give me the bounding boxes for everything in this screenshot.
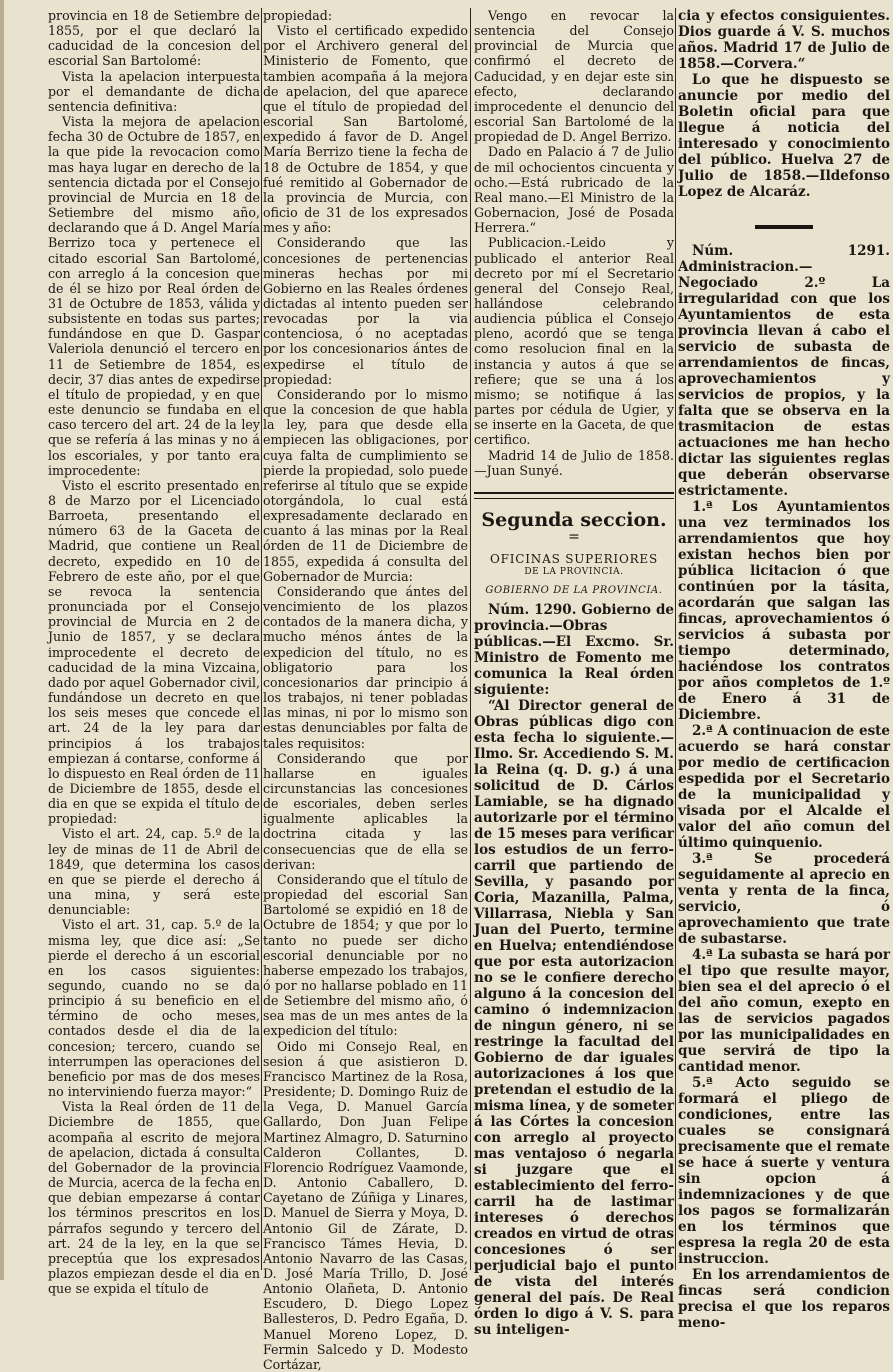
government-heading: GOBIERNO DE LA PROVINCIA. <box>485 584 663 596</box>
section-mark: = <box>568 528 580 545</box>
paragraph: 5.ª Acto seguido se formará el pliego de condiciones, entre las cuales se consignará precisamente que el remate se hace á suerte y ventura sin opcion á indemnizaciones y de que los pagos se formalizarán en los términos que espresa la regla 20 de esta instruccion. <box>678 1075 890 1267</box>
paragraph: 3.ª Se procederá seguidamente al aprecio en venta y renta de la finca, servicio, ó aprovechamiento que trate de subastarse. <box>678 851 890 947</box>
paragraph: 4.ª La subasta se hará por el tipo que resulte mayor, bien sea el del aprecio ó el del año comun, exepto en las de servicios pagados por las municipalidades en que servirá de tipo la cantidad menor. <box>678 947 890 1075</box>
province-subheading: DE LA PROVINCIA. <box>524 566 624 577</box>
column-1 <box>48 8 260 1297</box>
paragraph: Publicacion.-Leido y publicado el anterior Real decreto por mí el Secretario general del Consejo Real, hallándose celebrando audiencia pública el Consejo pleno, acordó que se tenga como resolucion final en la instancia y autos á que se refiere; que se una á los mismo; se notifique á las partes por cédula de Ugier, y se inserte en la Gaceta, de que certifico. <box>474 235 674 448</box>
paragraph: Considerando que las concesiones de pertenencias mineras hechas por mi Gobierno en las Reales órdenes dictadas al intento pueden ser revocadas por la via contenciosa, ó no aceptadas por los concesionarios ántes de expedirse el título de propiedad: <box>263 235 468 387</box>
column-2 <box>263 8 468 1372</box>
paragraph: provincia en 18 de Setiembre de 1855, por el que declaró la caducidad de la concesion del escorial San Bartolomé: <box>48 8 260 69</box>
section-divider <box>474 492 674 499</box>
paragraph: Núm. 1291. Administracion.—Negociado 2.º La irregularidad con que los Ayuntamientos de esta provincia llevan á cabo el servicio de subasta de arrendamientos de fincas, aprovechamientos y servicios de propios, y la falta que se observa en la trasmitacion de estas actuaciones me han hecho dictar las siguientes reglas que deberán observarse estrictamente. <box>678 243 890 499</box>
paragraph: Vengo en revocar la sentencia del Consejo provincial de Murcia que confirmó el decreto de Caducidad, y en dejar este sin efecto, declarando improcedente el denuncio del escorial San Bartolomé de la propiedad de D. Angel Berrizo. <box>474 8 674 145</box>
separator-dash <box>678 214 890 233</box>
column-4 <box>678 8 890 1331</box>
offices-heading: OFICINAS SUPERIORES <box>489 551 659 566</box>
paragraph: 2.ª A continuacion de este acuerdo se hará constar por medio de certificacion espedida por el Secretario de la municipalidad y visada por el Alcalde el valor del año comun del último quinquenio. <box>678 723 890 851</box>
paragraph: Vista la Real órden de 11 de Diciembre de 1855, que acompaña al escrito de mejora de apelacion, dictada á consulta del Gobernador de la provincia de Murcia, acerca de la fecha en que debian empezarse á contar los términos prescritos en los párrafos segundo y tercero del art. 24 de la ley, en la que se preceptúa que los expresados plazos empiezan desde el dia en que se expida el título de <box>48 1099 260 1297</box>
column-divider <box>470 8 471 1270</box>
paragraph: Considerando que por hallarse en iguales circunstancias las concesiones de escoriales, deben serles igualmente aplicables la doctrina citada y las consecuencias que de ella se derivan: <box>263 750 468 872</box>
paragraph: Visto el escrito presentado en 8 de Marzo por el Licenciado Barroeta, presentando el número 63 de la Gaceta de Madrid, que contiene un Real decreto, expedido en 10 de Febrero de este año, por el que se revoca la sentencia pronunciada por el Consejo provincial de Murcia en 2 de Junio de 1857, y se declara improcedente el decreto de caducidad de la mina Vizcaina, dado por aquel Gobernador civil, fundándose un decreto en que los seis meses que concede el art. 24 de la ley para dar principios á los trabajos empiezan á contarse, conforme á lo dispuesto en Real órden de 11 de Diciembre de 1855, desde el dia en que se expida el título de propiedad: <box>48 477 260 827</box>
page-edge-left <box>0 0 4 1280</box>
paragraph: Visto el art. 31, cap. 5.º de la misma ley, que dice así: „Se pierde el derecho á un escorial en los casos siguientes: segundo, cuando no se da principio á su beneficio en el término de ocho meses, contados desde el dia de la concesion; tercero, cuando se interrumpen las operaciones del beneficio por mas de dos meses no interviniendo fuerza mayor:“ <box>48 917 260 1100</box>
paragraph: Vista la mejora de apelacion fecha 30 de Octubre de 1857, en la que pide la revocacion como mas haya lugar en derecho de la sentencia dictada por el Consejo provincial de Murcia en 18 de Setiembre del mismo año, declarando que á D. Angel María Berrizo toca y pertenece el citado escorial San Bartolomé, con arreglo á la concesion que de él se hizo por Real órden de 31 de Octubre de 1853, válida y subsistente en todas sus partes; fundándose en que D. Gaspar Valeriola denunció el tercero en 11 de Setiembre de 1854, es decir, 37 dias antes de expedirse el título de propiedad, y en que este denuncio se fundaba en el caso tercero del art. 24 de la ley que se refería á las minas y no á los escoriales, y por tanto era improcedente: <box>48 114 260 478</box>
column-divider <box>675 8 676 1270</box>
paragraph: “Al Director general de Obras públicas digo con esta fecha lo siguiente.—Ilmo. Sr. Accediendo S. M. la Reina (q. D. g.) á una solicitud de D. Cárlos Lamiable, se ha dignado autorizarle por el término de 15 meses para verificar los estudios de un ferro-carril que partiendo de Sevilla, y pasando por Coria, Mazanilla, Palma, Villarrasa, Niebla y San Juan del Puerto, termine en Huelva; entendiéndose que por esta autorizacion no se le confiere derecho alguno á la concesion del camino ó indemnizacion de ningun género, ni se restringe la facultad del Gobierno de dar iguales autorizaciones á los que pretendan el estudio de la misma línea, y de someter á las Córtes la concesion con arreglo al proyecto mas ventajoso ó negarla si juzgare que el establecimiento del ferro-carril ha de lastimar intereses ó derechos creados en virtud de otras concesiones ó ser perjudicial bajo el punto de vista del interés general del país. De Real órden lo digo á V. S. para su inteligen- <box>474 697 674 1338</box>
paragraph: Considerando que ántes del vencimiento de los plazos contados de la manera dicha, y mucho ménos ántes de la expedicion del título, no es obligatorio para los concesionarios dar principio á los trabajos, ni tener pobladas las minas, ni por lo mismo son estas denunciables por falta de tales requisitos: <box>263 583 468 751</box>
paragraph: Oido mi Consejo Real, en sesion á que asistieron D. Francisco Martinez de la Rosa, Presidente; D. Domingo Ruiz de la Vega, D. Manuel García Gallardo, Don Juan Felipe Martinez Almagro, D. Saturnino Calderon Collantes, D. Florencio Rodríguez Vaamonde, D. Antonio Caballero, D. Cayetano de Zúñiga y Linares, D. Manuel de Sierra y Moya, D. Antonio Gil de Zárate, D. Francisco Támes Hevia, D. Antonio Navarro de las Casas, D. José María Trillo, D. José Antonio Olañeta, D. Antonio Escudero, D. Diego Lopez Ballesteros, D. Pedro Egaña, D. Manuel Moreno Lopez, D. Fermin Salcedo y D. Modesto Cortázar, <box>263 1038 468 1372</box>
paragraph: Dado en Palacio á 7 de Julio de mil ochocientos cincuenta y ocho.—Está rubricado de la Real mano.—El Ministro de la Gobernacion, José de Posada Herrera.“ <box>474 144 674 236</box>
paragraph: Visto el art. 24, cap. 5.º de la ley de minas de 11 de Abril de 1849, que determina los casos en que se pierde el derecho á una mina, y será este denunciable: <box>48 826 260 918</box>
paragraph: Vista la apelacion interpuesta por el demandante de dicha sentencia definitiva: <box>48 68 260 114</box>
column-divider <box>261 8 262 1270</box>
paragraph: Visto el certificado expedido por el Archivero general del Ministerio de Fomento, que tambien acompaña á la mejora de apelacion, del que aparece que el título de propiedad del escorial San Bartolomé, expedido á favor de D. Angel María Berrizo tiene la fecha de 18 de Octubre de 1854, y que fué remitido al Gobernador de la provincia de Murcia, con oficio de 31 de los expresados mes y año: <box>263 23 468 236</box>
paragraph: Lo que he dispuesto se anuncie por medio del Boletin oficial para que llegue á noticia del interesado y conocimiento del público. Huelva 27 de Julio de 1858.—Ildefonso Lopez de Alcaráz. <box>678 72 890 200</box>
paragraph: Considerando que el título de propiedad del escorial San Bartolomé se expidió en 18 de Octubre de 1854; y que por lo tanto no puede ser dicho escorial denunciable por no haberse empezado los trabajos, ó por no hallarse poblado en 11 de Setiembre del mismo año, ó sea mas de un mes antes de la expedicion del título: <box>263 871 468 1039</box>
paragraph: Considerando por lo mismo que la concesion de que habla la ley, para que desde ella empiecen las obligaciones, por cuya falta de cumplimiento se pierde la propiedad, solo puede referirse al título que se expide otorgándola, lo cual está expresadamente declarado en cuanto á las minas por la Real órden de 11 de Diciembre de 1855, expedida á consulta del Gobernador de Murcia: <box>263 386 468 584</box>
paragraph: cia y efectos consiguientes. Dios guarde á V. S. muchos años. Madrid 17 de Julio de 1858.—Corvera.“ <box>678 8 890 72</box>
section-title: Segunda seccion. <box>481 508 667 531</box>
paragraph: Núm. 1290. Gobierno de provincia.—Obras públicas.—El Excmo. Sr. Ministro de Fomento me comunica la Real órden siguiente: <box>474 601 674 698</box>
paragraph: En los arrendamientos de fincas será condicion precisa el que los reparos meno- <box>678 1267 890 1331</box>
paragraph: 1.ª Los Ayuntamientos una vez terminados los arrendamientos que hoy existan hechos bien por pública licitacion ó que continúen por la tásita, acordarán que salgan las fincas, aprovechamientos ó servicios á subasta por tiempo determinado, haciéndose los contratos por años completos de 1.º de Enero á 31 de Diciembre. <box>678 499 890 723</box>
paragraph: Madrid 14 de Julio de 1858.—Juan Sunyé. <box>474 447 674 478</box>
paragraph: propiedad: <box>263 8 333 23</box>
column-3 <box>474 8 674 1338</box>
